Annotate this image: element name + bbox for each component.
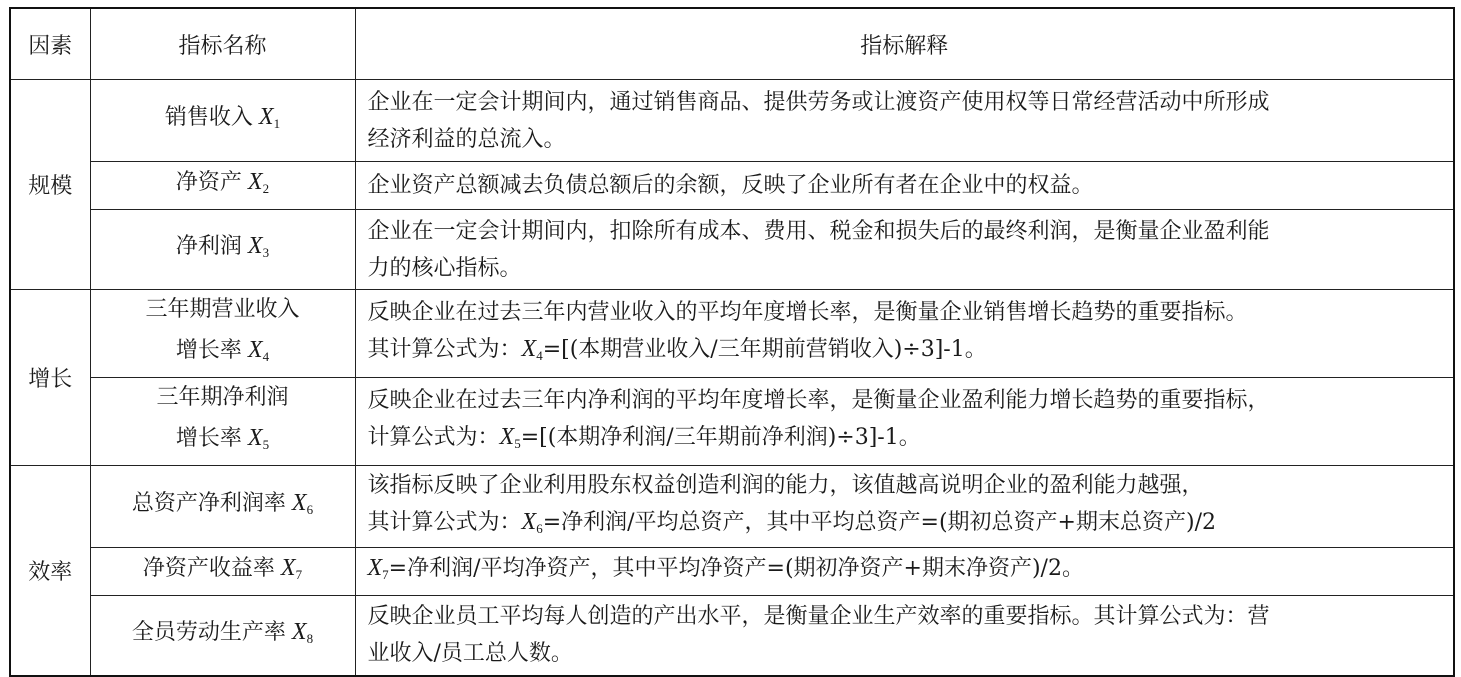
formula-text: =[(本期营业收入/三年期前营销收入)÷3]-1。: [542, 336, 987, 362]
desc-line: 业收入/员工总人数。: [367, 641, 573, 667]
indicator-name: [90, 466, 355, 548]
indicator-var: X: [247, 425, 263, 451]
indicator-desc: [355, 378, 1454, 466]
formula-sub: 7: [382, 567, 389, 582]
table-row: [10, 290, 1454, 378]
table-row: [10, 596, 1454, 676]
indicator-name: [90, 290, 355, 378]
indicator-name-text: 三年期营业收入: [145, 297, 300, 322]
indicator-var: X: [291, 490, 307, 516]
formula-var: X: [521, 335, 537, 362]
table-row: [10, 162, 1454, 210]
desc-line: 反映企业在过去三年内净利润的平均年度增长率，是衡量企业盈利能力增长趋势的重要指标，: [367, 387, 1270, 413]
indicator-name-text: 总资产净利润率: [131, 491, 286, 516]
indicator-name-text: 销售收入: [164, 105, 253, 130]
table-row: [10, 80, 1454, 162]
indicator-var: X: [247, 169, 263, 195]
table-row: [10, 466, 1454, 548]
indicator-name-text: 净资产: [175, 170, 242, 195]
desc-line: 企业在一定会计期间内，通过销售商品、提供劳务或让渡资产使用权等日常经营活动中所形成: [367, 89, 1270, 115]
formula-prefix: 计算公式为：: [367, 424, 500, 450]
indicator-name-text: 净资产收益率: [142, 556, 275, 581]
indicator-var: X: [247, 337, 263, 363]
desc-line: 反映企业员工平均每人创造的产出水平，是衡量企业生产效率的重要指标。其计算公式为：营: [367, 604, 1270, 630]
indicator-name: [90, 210, 355, 290]
indicator-var: X: [258, 104, 274, 130]
indicator-name: [90, 378, 355, 466]
formula-text: =净利润/平均总资产，其中平均总资产=(期初总资产+期末总资产)/2: [542, 509, 1216, 535]
indicator-name-text: 三年期净利润: [156, 385, 289, 410]
indicator-name: [90, 596, 355, 676]
factor-efficiency: 效率: [10, 466, 90, 676]
indicator-desc: [355, 466, 1454, 548]
indicator-name-text: 净利润: [175, 234, 242, 259]
desc-line: 反映企业在过去三年内营业收入的平均年度增长率，是衡量企业销售增长趋势的重要指标。: [367, 299, 1248, 325]
indicator-sub: 7: [295, 567, 303, 582]
desc-line: 经济利益的总流入。: [367, 126, 566, 152]
indicator-table: [9, 7, 1455, 677]
formula-text: =净利润/平均净资产，其中平均净资产=(期初净资产+期末净资产)/2。: [388, 556, 1084, 581]
indicator-sub: 4: [262, 349, 270, 364]
indicator-var: X: [291, 618, 307, 645]
desc-line: 力的核心指标。: [367, 255, 522, 281]
header-factor: 因素: [10, 8, 90, 80]
formula-prefix: 其计算公式为：: [367, 509, 522, 535]
indicator-name-text: 增长率: [175, 426, 242, 451]
desc-line: 企业资产总额减去负债总额后的余额，反映了企业所有者在企业中的权益。: [367, 173, 1094, 198]
formula-var: X: [499, 423, 515, 450]
formula-var: X: [521, 508, 537, 535]
table-row: [10, 378, 1454, 466]
indicator-desc: [355, 596, 1454, 676]
factor-scale: 规模: [10, 80, 90, 290]
indicator-sub: 8: [306, 630, 314, 646]
formula-prefix: 其计算公式为：: [367, 336, 522, 362]
indicator-sub: 1: [273, 116, 281, 131]
indicator-desc: [355, 210, 1454, 290]
indicator-sub: 2: [262, 181, 270, 196]
formula-var: X: [367, 555, 383, 581]
header-row: [10, 8, 1454, 80]
desc-line: 企业在一定会计期间内，扣除所有成本、费用、税金和损失后的最终利润，是衡量企业盈利能: [367, 218, 1270, 244]
formula-sub: 6: [536, 520, 543, 536]
indicator-name: [90, 548, 355, 596]
table-row: [10, 548, 1454, 596]
indicator-desc: [355, 548, 1454, 596]
indicator-desc: [355, 290, 1454, 378]
header-name: 指标名称: [90, 8, 355, 80]
desc-line: 该指标反映了企业利用股东权益创造利润的能力，该值越高说明企业的盈利能力越强，: [367, 472, 1204, 498]
header-desc: 指标解释: [355, 8, 1454, 80]
indicator-sub: 3: [262, 245, 270, 260]
indicator-var: X: [247, 233, 263, 259]
indicator-name-text: 全员劳动生产率: [131, 619, 286, 645]
formula-sub: 5: [514, 435, 521, 451]
formula-sub: 4: [536, 347, 543, 363]
indicator-var: X: [280, 555, 296, 581]
indicator-name: [90, 162, 355, 210]
factor-growth: 增长: [10, 290, 90, 466]
indicator-desc: [355, 162, 1454, 210]
indicator-sub: 5: [262, 437, 270, 452]
table-row: [10, 210, 1454, 290]
formula-text: =[(本期净利润/三年期前净利润)÷3]-1。: [520, 424, 921, 450]
indicator-desc: [355, 80, 1454, 162]
indicator-sub: 6: [306, 502, 314, 517]
indicator-name-text: 增长率: [175, 338, 242, 363]
indicator-name: [90, 80, 355, 162]
